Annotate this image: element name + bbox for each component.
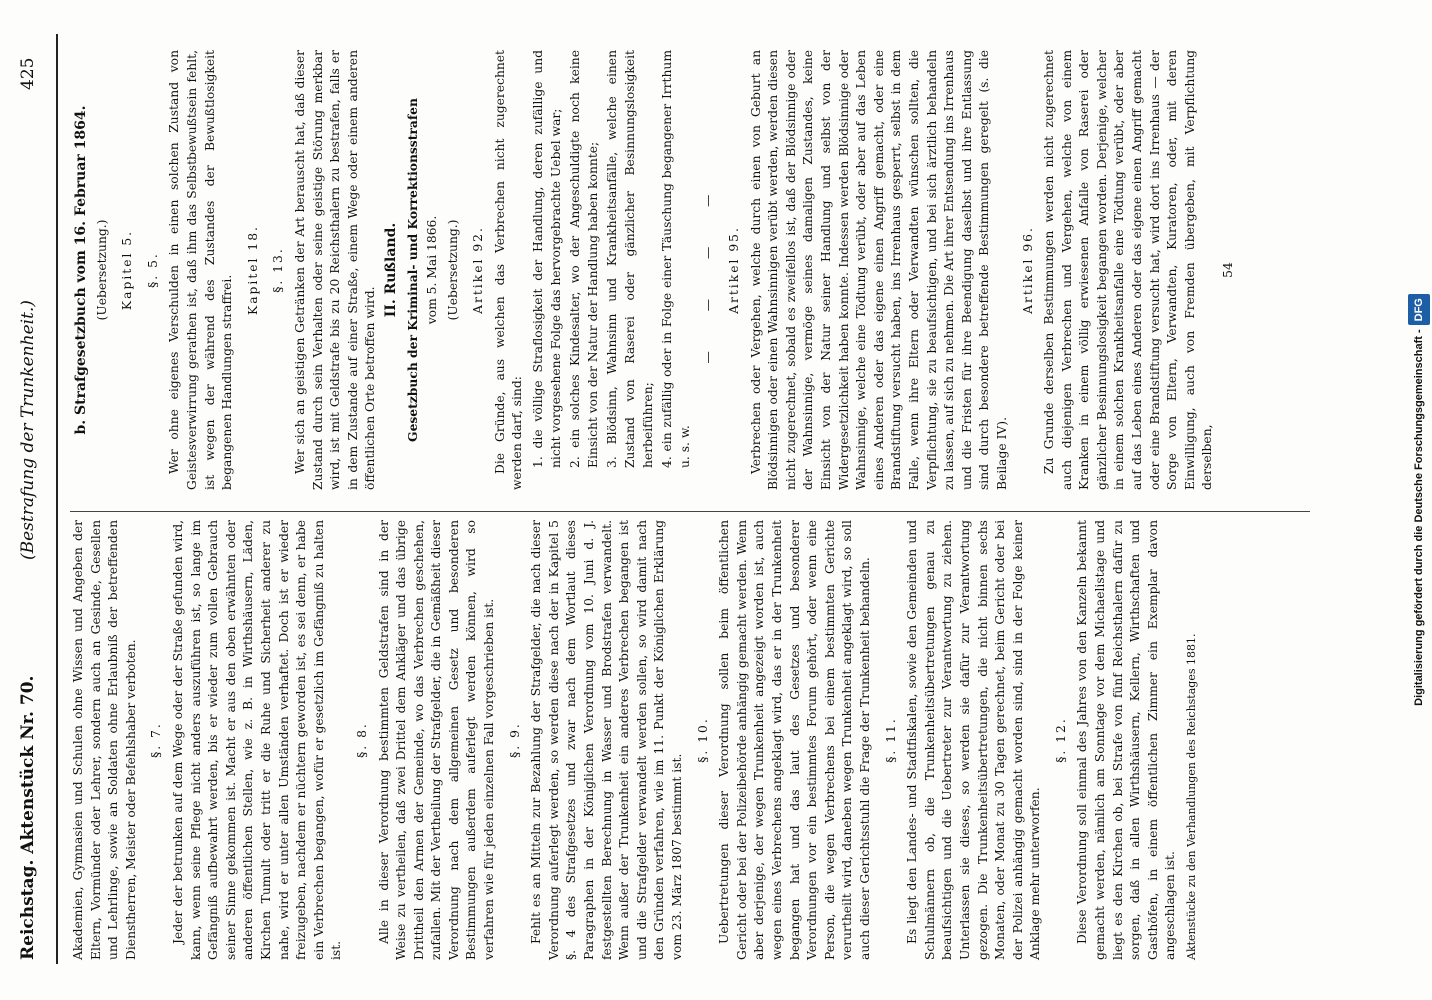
list-item: 1. die völlige Straflosigkeit der Handlung, deren zufällige und nicht vorgesehene Folge das hervorgebrachte Uebel war; xyxy=(531,50,563,468)
dfg-banner xyxy=(1408,8,1430,992)
page-number: 425 xyxy=(18,57,38,90)
dfg-banner-text xyxy=(1408,8,1430,992)
footer-note: Aktenstücke zu den Verhandlungen des Reichstages 1881. xyxy=(1185,633,1199,960)
section-text: Uebertretungen dieser Verordnung sollen beim öffentlichen Gericht oder bei der Polizeibehörde anhängig gemacht werden. Wenn aber derjenige, der wegen Trunkenheit angezeigt worden ist, auch wegen eines Verbrechens angeklagt wird, das er in der Trunkenheit begangen hat und das laut des Gesetzes und besonderer Verordnungen vor ein bestimmtes Forum gehört, oder wenn eine Person, die wegen Verbrechens bei einem bestimmten Gerichte verurtheilt wird, daneben wegen Trunkenheit angeklagt wird, so soll auch dieser Gerichtsstuhl die Frage der Trunkenheit behandeln. xyxy=(717,520,872,960)
section-title: §. 12. xyxy=(1053,717,1068,763)
omission-dashes: — — — — xyxy=(701,176,716,364)
dfg-banner-label: Digitalisierung gefördert durch die Deutsche Forschungsgemeinschaft - xyxy=(1413,329,1425,706)
section-text: Jeder der betrunken auf dem Wege oder der Straße gefunden wird, kann, wenn seine Pflege nicht anders auszuführen ist, so lange im Gefängniß aufbewahrt werden, bis er wieder zum vollen Gebrauch seiner Sinne gekommen ist. Macht er aus den oben erwähnten oder anderen öffentlichen Stellen, wie z. B. in Wirthshäusern, Läden, Kirchen Tumult oder tritt er die Ruhe und Sicherheit anderer zu nahe, wird er unter allen Umständen verhaftet. Doch ist er wieder freizugeben, nachdem er nüchtern geworden ist, es sei denn, er habe ein Verbrechen begangen, wofür er gesetzlich im Gefängniß zu halten ist. xyxy=(170,520,344,960)
dfg-logo-icon: DFG xyxy=(1408,294,1430,325)
left-column xyxy=(70,520,1204,960)
code-title: Gesetzbuch der Kriminal- und Korrektionsstrafen xyxy=(404,98,420,442)
chapter-title: Kapitel 18. xyxy=(245,225,260,315)
section-title: §. 5. xyxy=(145,252,160,288)
section-text: Alle in dieser Verordnung bestimmten Geldstrafen sind in der Weise zu vertheilen, daß zwei Drittel dem Ankläger und das übrige Drittheil den Armen der Gemeinde, wo das Verbrechen geschehen, zufallen. Mit der Vertheilung der Strafgelder, die in Gemäßheit dieser Verordnung nach dem allgemeinen Gesetz und besonderen Bestimmungen außerdem auferlegt werden können, wird so verfahren wie für jeden einzelnen Fall vorgeschrieben ist. xyxy=(376,520,497,960)
article-intro: Die Gründe, aus welchen das Verbrechen nicht zugerechnet werden darf, sind: xyxy=(492,50,525,490)
article-title: Artikel 96. xyxy=(1020,226,1035,314)
column-divider xyxy=(70,511,1310,512)
section-text: Wer ohne eigenes Verschulden in einen solchen Zustand von Geistesverwirrung gerathen ist, daß ihm das Selbstbewußtsein fehlt, ist wegen der während des Zustandes der Bewußtlosigkeit begangenen Handlungen straffrei. xyxy=(167,50,235,490)
article-title: Artikel 92. xyxy=(471,226,486,314)
section-text: Es liegt den Landes- und Stadtfiskalen, sowie den Gemeinden und Schulmännern ob, die Trunkenheitsübertretungen genau zu beaufsichtigen und die Uebertreter zur Verantwortung zu ziehen. Unterlassen sie dieses, so werden sie dafür zur Verantwortung gezogen. Die Trunkenheitsübertretungen, die nicht binnen sechs Monaten, oder Monat zu 30 Tagen gerechnet, beim Gericht oder bei der Polizei anhängig gemacht worden sind, sind in der Folge keiner Anklage mehr unterworfen. xyxy=(905,520,1043,960)
chapter-title: Kapitel 5. xyxy=(120,229,135,311)
list-item: 3. Blödsinn, Wahnsinn und Krankheitsanfälle, welche einen Zustand von Raserei oder gänzlicher Besinnungslosigkeit herbeiführen; xyxy=(605,50,655,468)
section-title: §. 8. xyxy=(354,722,369,758)
section-title: §. 11. xyxy=(883,717,898,763)
section-title: §. 13. xyxy=(271,247,286,293)
law-title: b. Strafgesetzbuch vom 16. Februar 1864. xyxy=(73,105,89,435)
article-list xyxy=(530,50,694,490)
translation-note: (Uebersetzung.) xyxy=(445,219,460,321)
list-item: 2. ein solches Kindesalter, wo der Angeschuldigte noch keine Einsicht von der Natur der Handlung haben konnte; xyxy=(568,50,600,468)
section-title: §. 7. xyxy=(149,722,164,758)
signature-mark: 54 xyxy=(1221,262,1236,278)
header-subject: (Bestrafung der Trunkenheit.) xyxy=(18,300,38,560)
translation-note: (Uebersetzung.) xyxy=(94,219,109,321)
list-item: 4. ein zufällig oder in Folge einer Täuschung begangener Irrthum u. s. w. xyxy=(660,50,692,468)
section-text: Fehlt es an Mitteln zur Bezahlung der Strafgelder, die nach dieser Verordnung auferlegt werden, so werden diese nach der in Kapitel 5 §. 4 des Strafgesetzes und zwar nach dem Wortlaut dieses Paragraphen in der Königlichen Verordnung vom 10. Juni d. J. festgestellten Berechnung in Wasser und Brodstrafen verwandelt. Wenn außer der Trunkenheit ein anderes Verbrechen begangen ist und die Strafgelder verwandelt werden sollen, so wird damit nach den Gründen verfahren, wie im 11. Punkt der Königlichen Erklärung vom 23. März 1807 bestimmt ist. xyxy=(529,520,684,960)
right-column xyxy=(70,50,1241,490)
section-title: §. 10. xyxy=(695,717,710,763)
article-text: Verbrechen oder Vergehen, welche durch einen von Geburt an Blödsinnigen oder einen Wahnsinnigen verübt werden, werden diesen nicht zugerechnet, sobald es zweifellos ist, daß der Blödsinnige oder der Wahnsinnige, vermöge seines damaligen Zustandes, keine Einsicht von der Natur seiner Handlung und selbst von der Widergesetzlichkeit haben konnte. Indessen werden Blödsinnige oder Wahnsinnige, welche eine Tödtung verübt, oder aber auf das Leben eines Anderen oder das eigene einen Angriff gemacht, oder eine Brandstiftung versucht haben, ins Irrenhaus gesperrt, selbst in dem Falle, wenn ihre Eltern oder Verwandten wünschen sollten, die Verpflichtung, sie zu beaufsichtigen, und bei sich ärztlich behandeln zu lassen, auf sich zu nehmen. Die Art ihrer Entsendung ins Irrenhaus und die Fristen für ihre Beendigung daselbst und ihre Entlassung sind durch besondere betreffende Bestimmungen geregelt (s. die Beilage IV). xyxy=(748,50,1009,490)
code-date: vom 5. Mai 1866. xyxy=(425,215,440,325)
article-title: Artikel 95. xyxy=(727,226,741,314)
section-text: Diese Verordnung soll einmal des Jahres von den Kanzeln bekannt gemacht werden, nämlich am Sonntage vor dem Michaelistage und liegt es den Kirchen ob, bei Strafe von fünf Reichsthalern dafür zu sorgen, daß in allen Wirthshäusern, Kellern, Wirthschaften und Gasthöfen, in einem öffentlichen Zimmer ein Exemplar davon angeschlagen ist. xyxy=(1075,520,1178,960)
article-text: Zu Grunde derselben Bestimmungen werden nicht zugerechnet auch diejenigen Verbrechen und Vergehen, welche von einem Kranken in einem völlig erwiesenen Anfalle von Raserei oder gänzlicher Besinnungslosigkeit begangen worden. Derjenige, welcher in einem solchen Krankheitsanfalle eine Tödtung verübt, oder aber auf das Leben eines Anderen oder das eigene einen Angriff gemacht oder eine Brandstiftung versucht hat, wird dort ins Irrenhaus — der Sorge von Eltern, Verwandten, Kuratoren, oder, mit deren Einwilligung, auch von Fremden übergeben, mit Verpflichtung derselben, xyxy=(1042,50,1215,490)
section-title: §. 9. xyxy=(507,722,522,758)
header-rule xyxy=(56,34,58,964)
country-heading: II. Rußland. xyxy=(382,222,399,318)
intro-paragraph: Akademien, Gymnasien und Schulen ohne Wissen und Angeben der Eltern, Vormünder oder Lehrer, sondern auch an Gesinde, Gesellen und Lehrlinge, sowie an Soldaten ohne Erlaubniß der betreffenden Dienstherren, Meister oder Befehlshaber verboten. xyxy=(71,520,138,960)
header-title: Reichstag. Aktenstück Nr. 70. xyxy=(18,675,38,960)
section-text: Wer sich an geistigen Getränken der Art berauscht hat, daß dieser Zustand durch sein Verhalten oder seine geistige Störung merkbar wird, ist mit Geldstrafe bis zu 20 Reichsthalern zu bestrafen, falls er in dem Zustande auf einer Straße, einem Wege oder einem anderen öffentlichen Orte betroffen wird. xyxy=(292,50,378,490)
